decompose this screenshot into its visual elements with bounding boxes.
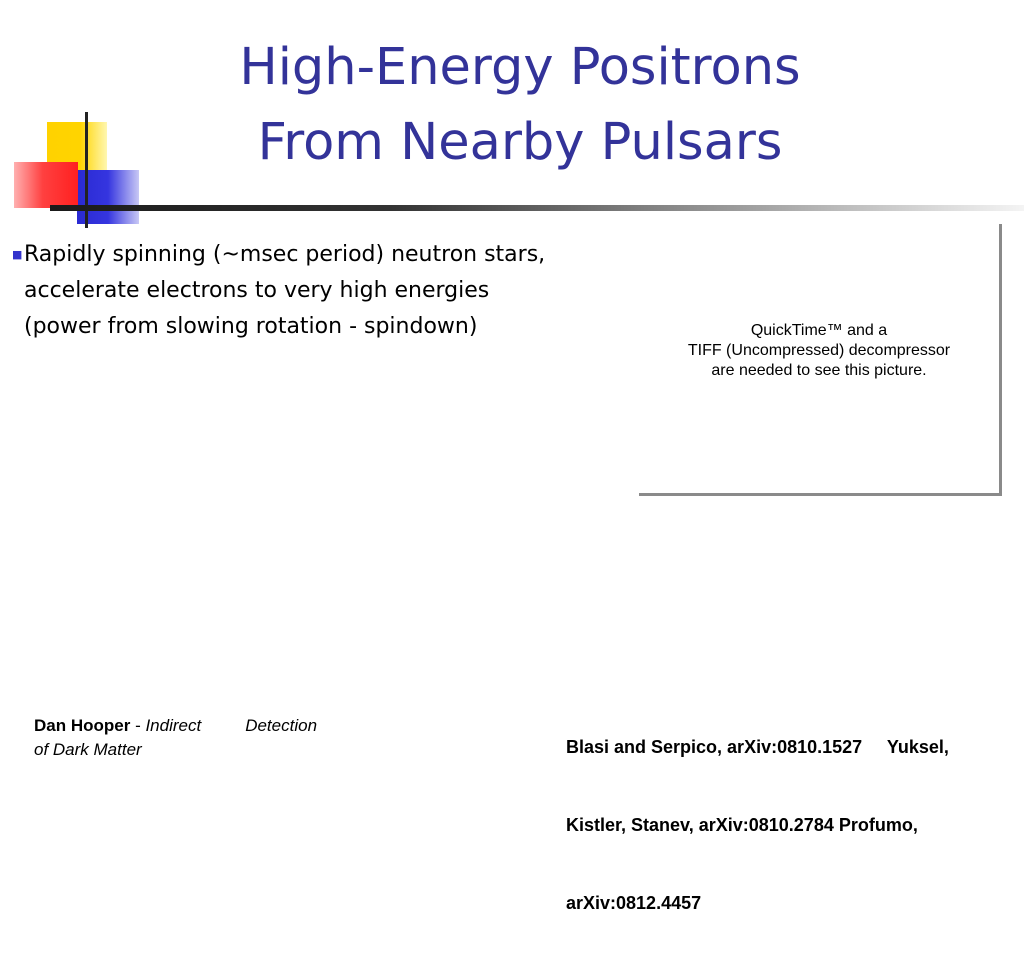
footer bbox=[34, 714, 414, 762]
bullet-item bbox=[12, 237, 632, 345]
bullet-list bbox=[12, 237, 632, 345]
image-placeholder bbox=[639, 224, 1002, 496]
slide-title bbox=[160, 30, 880, 180]
reference-line: Blasi and Serpico, arXiv:0810.1527 Yuksel, bbox=[566, 737, 949, 757]
references bbox=[566, 682, 1036, 968]
footer-line-1 bbox=[34, 714, 414, 738]
square-bullet-icon: ■ bbox=[12, 248, 23, 261]
image-placeholder-text: QuickTime™ and a TIFF (Uncompressed) decompressor are needed to see this picture. bbox=[687, 322, 951, 379]
footer-separator: - bbox=[130, 716, 146, 735]
reference-line: arXiv:0812.4457 bbox=[566, 893, 702, 913]
bullet-text: Rapidly spinning (~msec period) neutron stars, accelerate electrons to very high energies (power from slowing rotation - spindown) bbox=[24, 242, 546, 339]
footer-topic-part-1: Indirect bbox=[145, 716, 202, 735]
logo-red-square bbox=[14, 162, 78, 208]
slide-title-line-1: High-Energy Positrons bbox=[239, 38, 801, 97]
title-divider bbox=[50, 205, 1024, 211]
slide-title-line-2: From Nearby Pulsars bbox=[257, 113, 783, 172]
footer-topic-part-2: Detection bbox=[245, 716, 318, 735]
footer-author: Dan Hooper bbox=[34, 716, 131, 735]
reference-line: Kistler, Stanev, arXiv:0810.2784 Profumo, bbox=[566, 815, 918, 835]
footer-topic-part-3: of Dark Matter bbox=[34, 740, 142, 759]
